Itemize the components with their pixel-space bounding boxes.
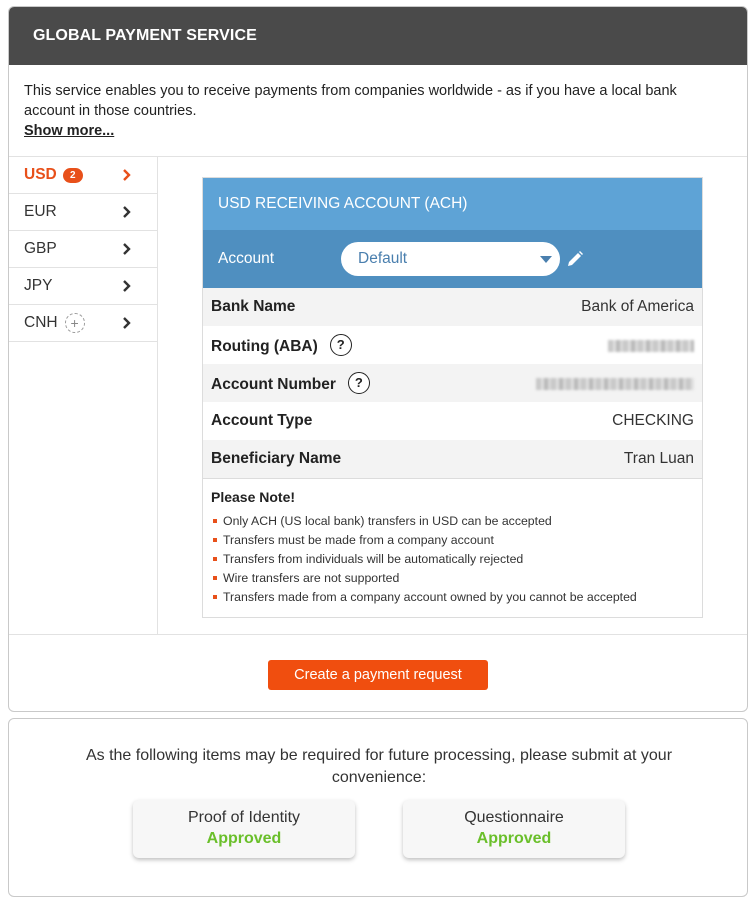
proof-of-identity-card[interactable]	[133, 800, 355, 858]
bank-name-row	[203, 288, 702, 326]
status-badge: Approved	[206, 830, 282, 847]
list-item: Transfers must be made from a company account	[211, 531, 694, 550]
sidebar-item-label: CNH	[24, 314, 58, 331]
sidebar-item-gbp[interactable]	[9, 231, 157, 268]
please-note-box	[203, 478, 702, 617]
panel-title: USD RECEIVING ACCOUNT (ACH)	[203, 178, 702, 230]
bank-name-label: Bank Name	[211, 298, 296, 315]
help-icon[interactable]: ?	[348, 372, 370, 394]
sidebar-item-label: EUR	[24, 203, 57, 220]
note-title: Please Note!	[211, 489, 296, 505]
account-type-label: Account Type	[211, 412, 313, 429]
status-badge: Approved	[476, 830, 552, 847]
redacted-routing-value	[608, 340, 694, 352]
chevron-right-icon	[121, 315, 133, 331]
sidebar-item-cnh[interactable]	[9, 305, 157, 342]
beneficiary-label: Beneficiary Name	[211, 450, 342, 467]
sidebar-item-label: GBP	[24, 240, 57, 257]
account-select-label: Account	[218, 250, 275, 267]
document-name: Questionnaire	[464, 809, 564, 826]
chevron-right-icon	[121, 167, 133, 183]
show-more-link[interactable]: Show more...	[24, 123, 115, 139]
redacted-account-number-value	[536, 378, 694, 390]
caret-down-icon	[540, 256, 552, 263]
account-type-value: CHECKING	[612, 412, 694, 429]
account-number-row	[203, 364, 702, 402]
account-number-label: Account Number ?	[211, 374, 370, 396]
list-item: Wire transfers are not supported	[211, 569, 694, 588]
notification-badge: 2	[63, 168, 83, 183]
global-payment-card	[8, 6, 748, 712]
questionnaire-card[interactable]	[403, 800, 625, 858]
service-intro	[9, 65, 747, 157]
account-select-row	[203, 230, 702, 288]
chevron-right-icon	[121, 204, 133, 220]
currency-sidebar	[9, 157, 158, 635]
intro-text: This service enables you to receive payments from companies worldwide - as if you have a local bank account in those countries.	[24, 83, 677, 119]
create-payment-request-button[interactable]: Create a payment request	[268, 660, 488, 690]
list-item: Only ACH (US local bank) transfers in USD can be accepted	[211, 512, 694, 531]
account-dropdown-value: Default	[358, 250, 408, 267]
routing-row	[203, 326, 702, 364]
bank-name-value: Bank of America	[581, 298, 694, 315]
beneficiary-value: Tran Luan	[623, 450, 694, 467]
list-item: Transfers made from a company account owned by you cannot be accepted	[211, 588, 694, 607]
cta-area	[9, 635, 747, 712]
note-list	[211, 512, 694, 607]
pencil-icon[interactable]	[566, 250, 584, 268]
page-title: GLOBAL PAYMENT SERVICE	[9, 7, 747, 65]
documents-card	[8, 718, 748, 897]
add-currency-icon[interactable]: +	[65, 313, 85, 333]
account-type-row	[203, 402, 702, 440]
routing-label: Routing (ABA) ?	[211, 336, 352, 358]
document-name: Proof of Identity	[187, 809, 301, 826]
account-section	[9, 157, 747, 635]
sidebar-item-label: USD	[24, 166, 57, 183]
chevron-right-icon	[121, 278, 133, 294]
sidebar-item-usd[interactable]	[9, 157, 157, 194]
beneficiary-row	[203, 440, 702, 478]
account-dropdown[interactable]	[341, 242, 560, 276]
list-item: Transfers from individuals will be automatically rejected	[211, 550, 694, 569]
documents-description: As the following items may be required for future processing, please submit at your convenience:	[85, 747, 673, 786]
chevron-right-icon	[121, 241, 133, 257]
sidebar-item-label: JPY	[24, 277, 53, 294]
help-icon[interactable]: ?	[330, 334, 352, 356]
sidebar-item-jpy[interactable]	[9, 268, 157, 305]
receiving-account-panel	[202, 177, 703, 618]
sidebar-item-eur[interactable]	[9, 194, 157, 231]
